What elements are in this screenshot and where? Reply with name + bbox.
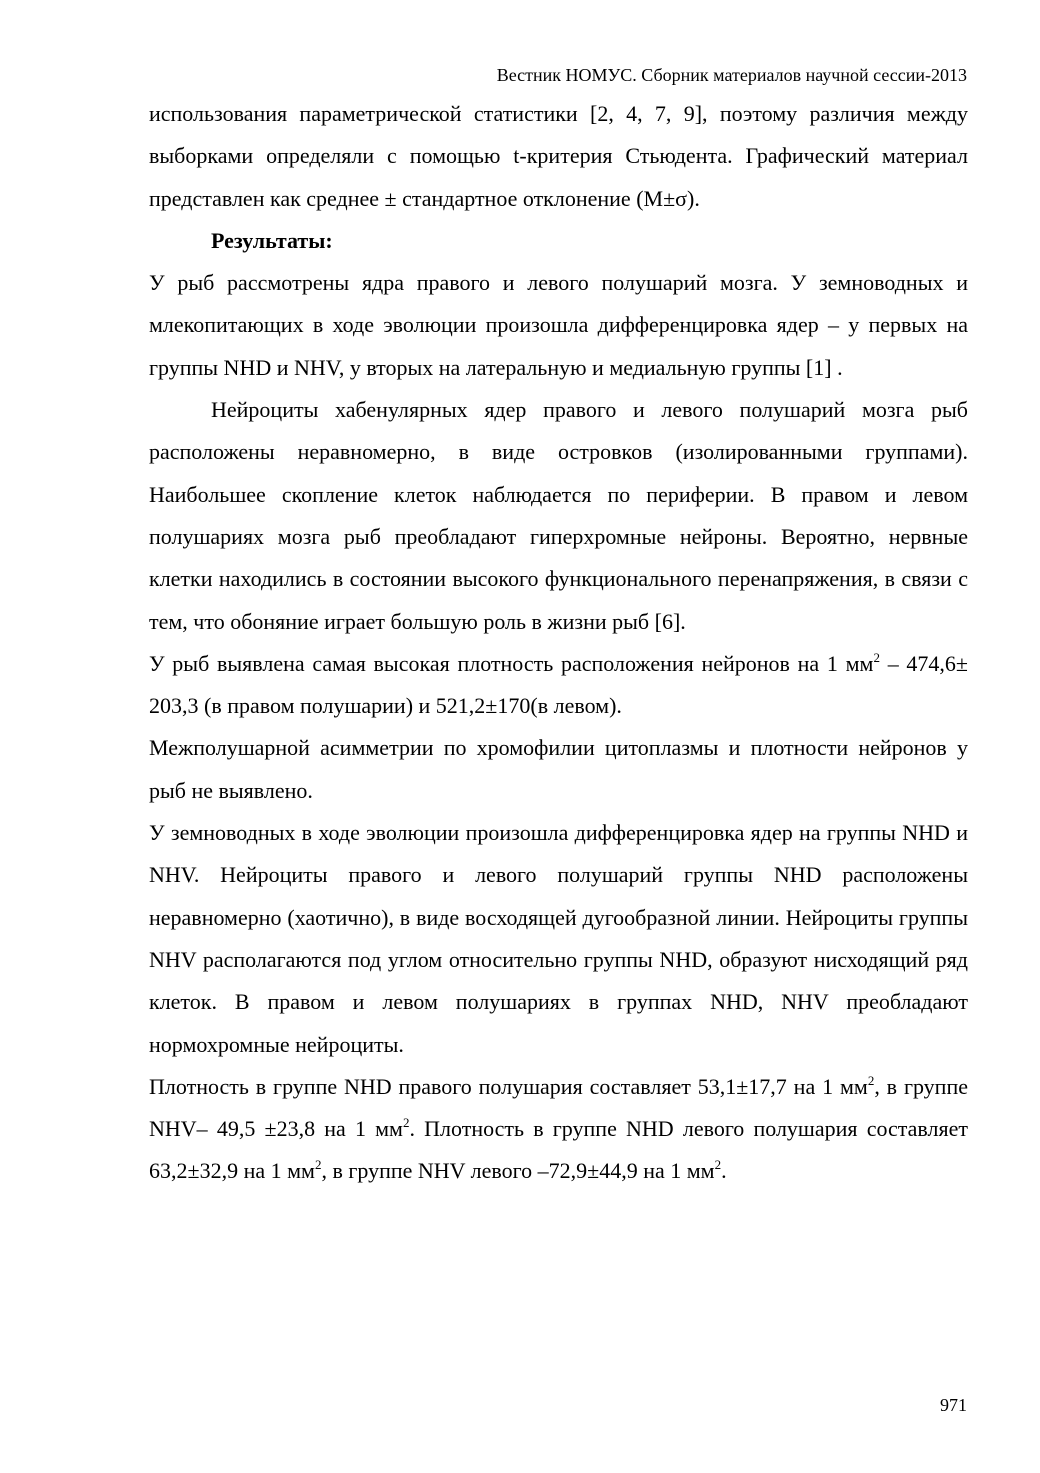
paragraph-asymmetry: Межполушарной асимметрии по хромофилии цитоплазмы и плотности нейронов у рыб не выявлено. <box>149 735 968 803</box>
density-text-part: . <box>721 1158 727 1184</box>
fish-density-values: – 474,6± 203,3 (в правом полушарии) и 521,2±170(в левом). <box>149 650 968 719</box>
superscript-square: 2 <box>402 1115 410 1131</box>
main-text <box>149 93 968 1193</box>
fish-density-text: У рыб выявлена самая высокая плотность расположения нейронов на 1 мм <box>149 650 874 676</box>
paragraph-amphibian-density <box>149 1066 968 1193</box>
density-text-part: Плотность в группе NHD правого полушария составляет 53,1±17,7 на 1 мм <box>149 1073 868 1099</box>
page-number: 971 <box>940 1395 967 1415</box>
density-text-part: , в группе NHV левого –72,9±44,9 на 1 мм <box>321 1158 715 1184</box>
superscript-square: 2 <box>714 1157 722 1173</box>
paragraph-amphibians: У земноводных в ходе эволюции произошла дифференцировка ядер на группы NHD и NHV. Нейроциты правого и левого полушарий группы NHD расположены неравномерно (хаотично), в виде восходящей дугообразной линии. Нейроциты группы NHV располагаются под углом относительно группы NHD, образуют нисходящий ряд клеток. В правом и левом полушариях в группах NHD, NHV преобладают нормохромные нейроциты. <box>149 820 968 1057</box>
running-header: Вестник НОМУС. Сборник материалов научной сессии-2013 <box>496 65 967 85</box>
paragraph-fish-density <box>149 643 968 728</box>
superscript-square: 2 <box>873 649 880 665</box>
paragraph-nuclei-overview: У рыб рассмотрены ядра правого и левого полушарий мозга. У земноводных и млекопитающих в ходе эволюции произошла дифференцировка ядер – у первых на группы NHD и NHV, у вторых на латеральную и медиальную группы [1] . <box>149 270 968 380</box>
density-text-part: , в группе NHV– 49,5 ±23,8 на 1 мм <box>149 1073 968 1142</box>
superscript-square: 2 <box>867 1072 875 1088</box>
paragraph-statistics: использования параметрической статистики [2, 4, 7, 9], поэтому различия между выборками определяли с помощью t-критерия Стьюдента. Графический материал представлен как среднее ± стандартное отклонение (M±σ). <box>149 101 968 211</box>
superscript-square: 2 <box>314 1157 322 1173</box>
paragraph-fish-neurocytes: Нейроциты хабенулярных ядер правого и левого полушарий мозга рыб расположены неравномерно, в виде островков (изолированными группами). Наибольшее скопление клеток наблюдается по периферии. В правом и левом полушариях мозга рыб преобладают гиперхромные нейроны. Вероятно, нервные клетки находились в состоянии высокого функционального перенапряжения, в связи с тем, что обоняние играет большую роль в жизни рыб [6]. <box>149 397 968 634</box>
density-text-part: . Плотность в группе NHD левого полушария составляет 63,2±32,9 на 1 мм <box>149 1116 968 1184</box>
results-heading: Результаты: <box>211 227 333 253</box>
